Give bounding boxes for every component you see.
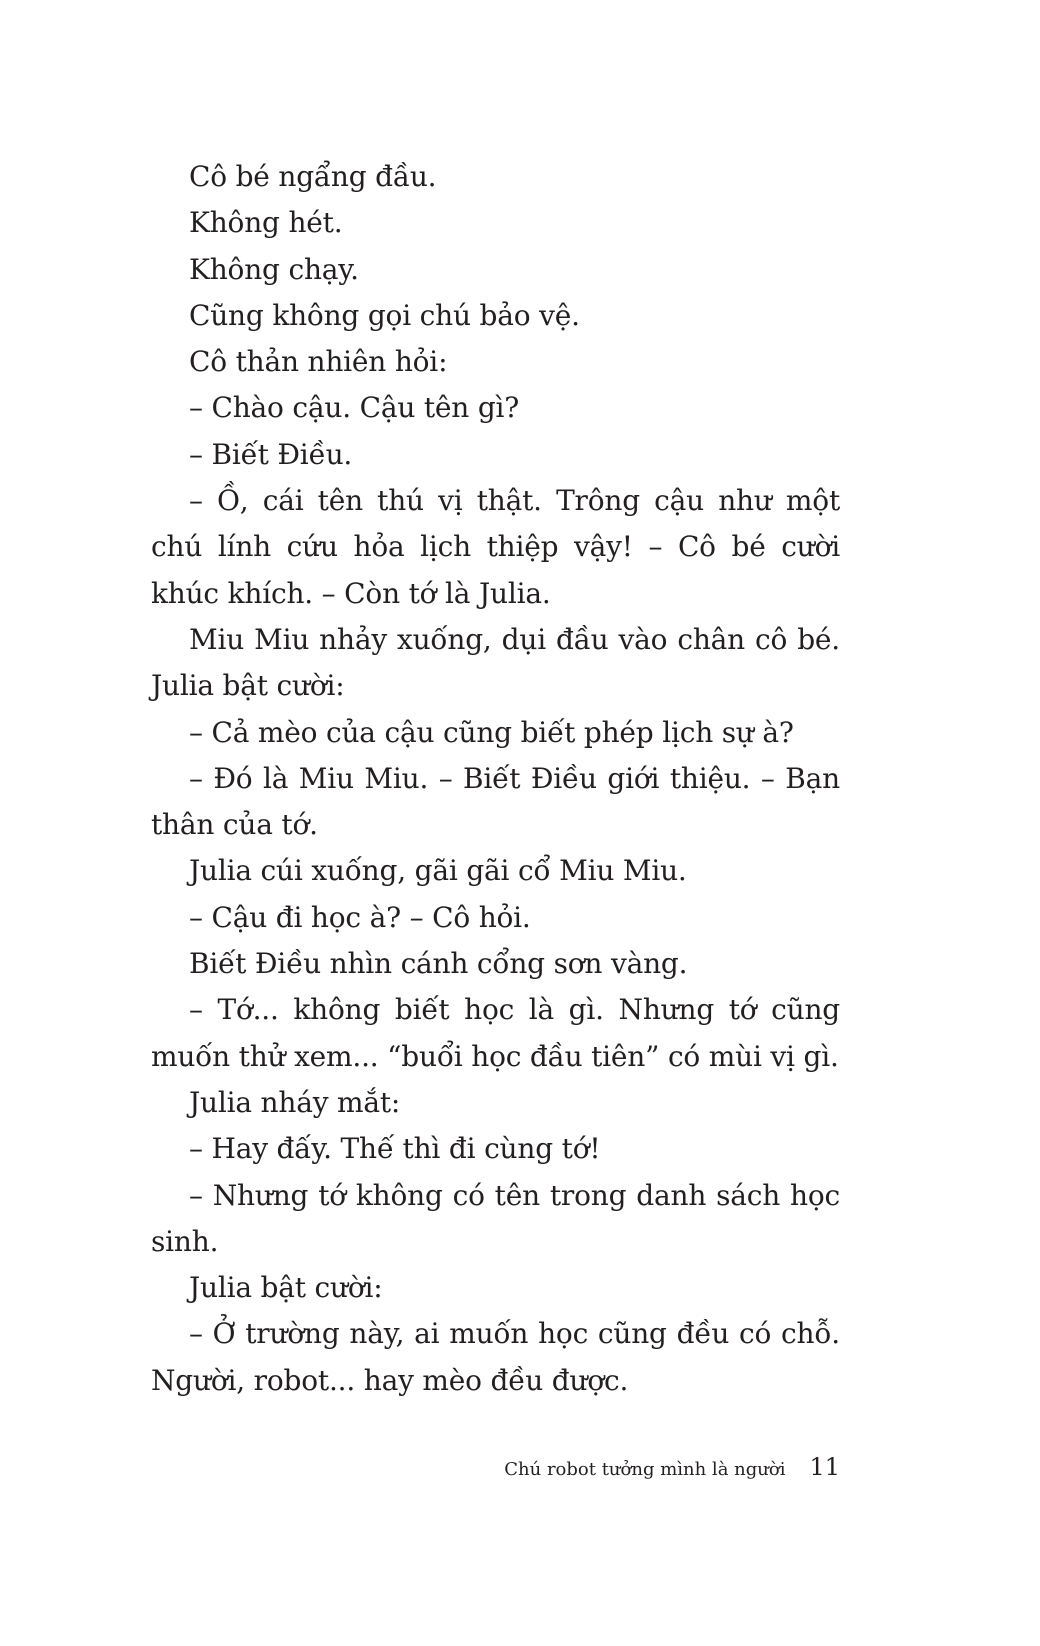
paragraph: Miu Miu nhảy xuống, dụi đầu vào chân cô bé. Julia bật cười: — [151, 622, 840, 703]
paragraph: Julia nháy mắt: — [189, 1085, 401, 1119]
paragraph: Cũng không gọi chú bảo vệ. — [189, 298, 580, 332]
page-footer — [504, 1452, 840, 1482]
paragraph: – Ồ, cái tên thú vị thật. Trông cậu như một chú lính cứu hỏa lịch thiệp vậy! – Cô bé cười khúc khích. – Còn tớ là Julia. — [151, 484, 840, 610]
paragraph: Không chạy. — [189, 252, 359, 286]
paragraph: Julia cúi xuống, gãi gãi cổ Miu Miu. — [189, 854, 687, 888]
paragraph: – Biết Điều. — [189, 437, 353, 471]
page-number: 11 — [809, 1453, 840, 1481]
paragraph: – Ở trường này, ai muốn học cũng đều có chỗ. Người, robot... hay mèo đều được. — [151, 1317, 840, 1397]
paragraph: Cô bé ngẩng đầu. — [189, 160, 437, 193]
paragraph: – Cả mèo của cậu cũng biết phép lịch sự à? — [189, 715, 794, 749]
paragraph: – Chào cậu. Cậu tên gì? — [189, 391, 520, 425]
running-title: Chú robot tưởng mình là người — [504, 1459, 786, 1480]
paragraph: – Hay đấy. Thế thì đi cùng tớ! — [189, 1132, 601, 1166]
paragraph: Julia bật cười: — [189, 1271, 383, 1305]
paragraph: – Nhưng tớ không có tên trong danh sách học sinh. — [151, 1178, 840, 1258]
paragraph: – Tớ... không biết học là gì. Nhưng tớ cũng muốn thử xem... “buổi học đầu tiên” có mùi vị gì. — [151, 993, 840, 1073]
paragraph: Không hét. — [189, 206, 343, 240]
paragraph: – Cậu đi học à? – Cô hỏi. — [189, 900, 531, 934]
body-text — [151, 154, 840, 1404]
paragraph: – Đó là Miu Miu. – Biết Điều giới thiệu. – Bạn thân của tớ. — [151, 761, 840, 842]
paragraph: Biết Điều nhìn cánh cổng sơn vàng. — [189, 947, 688, 981]
paragraph: Cô thản nhiên hỏi: — [189, 345, 448, 379]
